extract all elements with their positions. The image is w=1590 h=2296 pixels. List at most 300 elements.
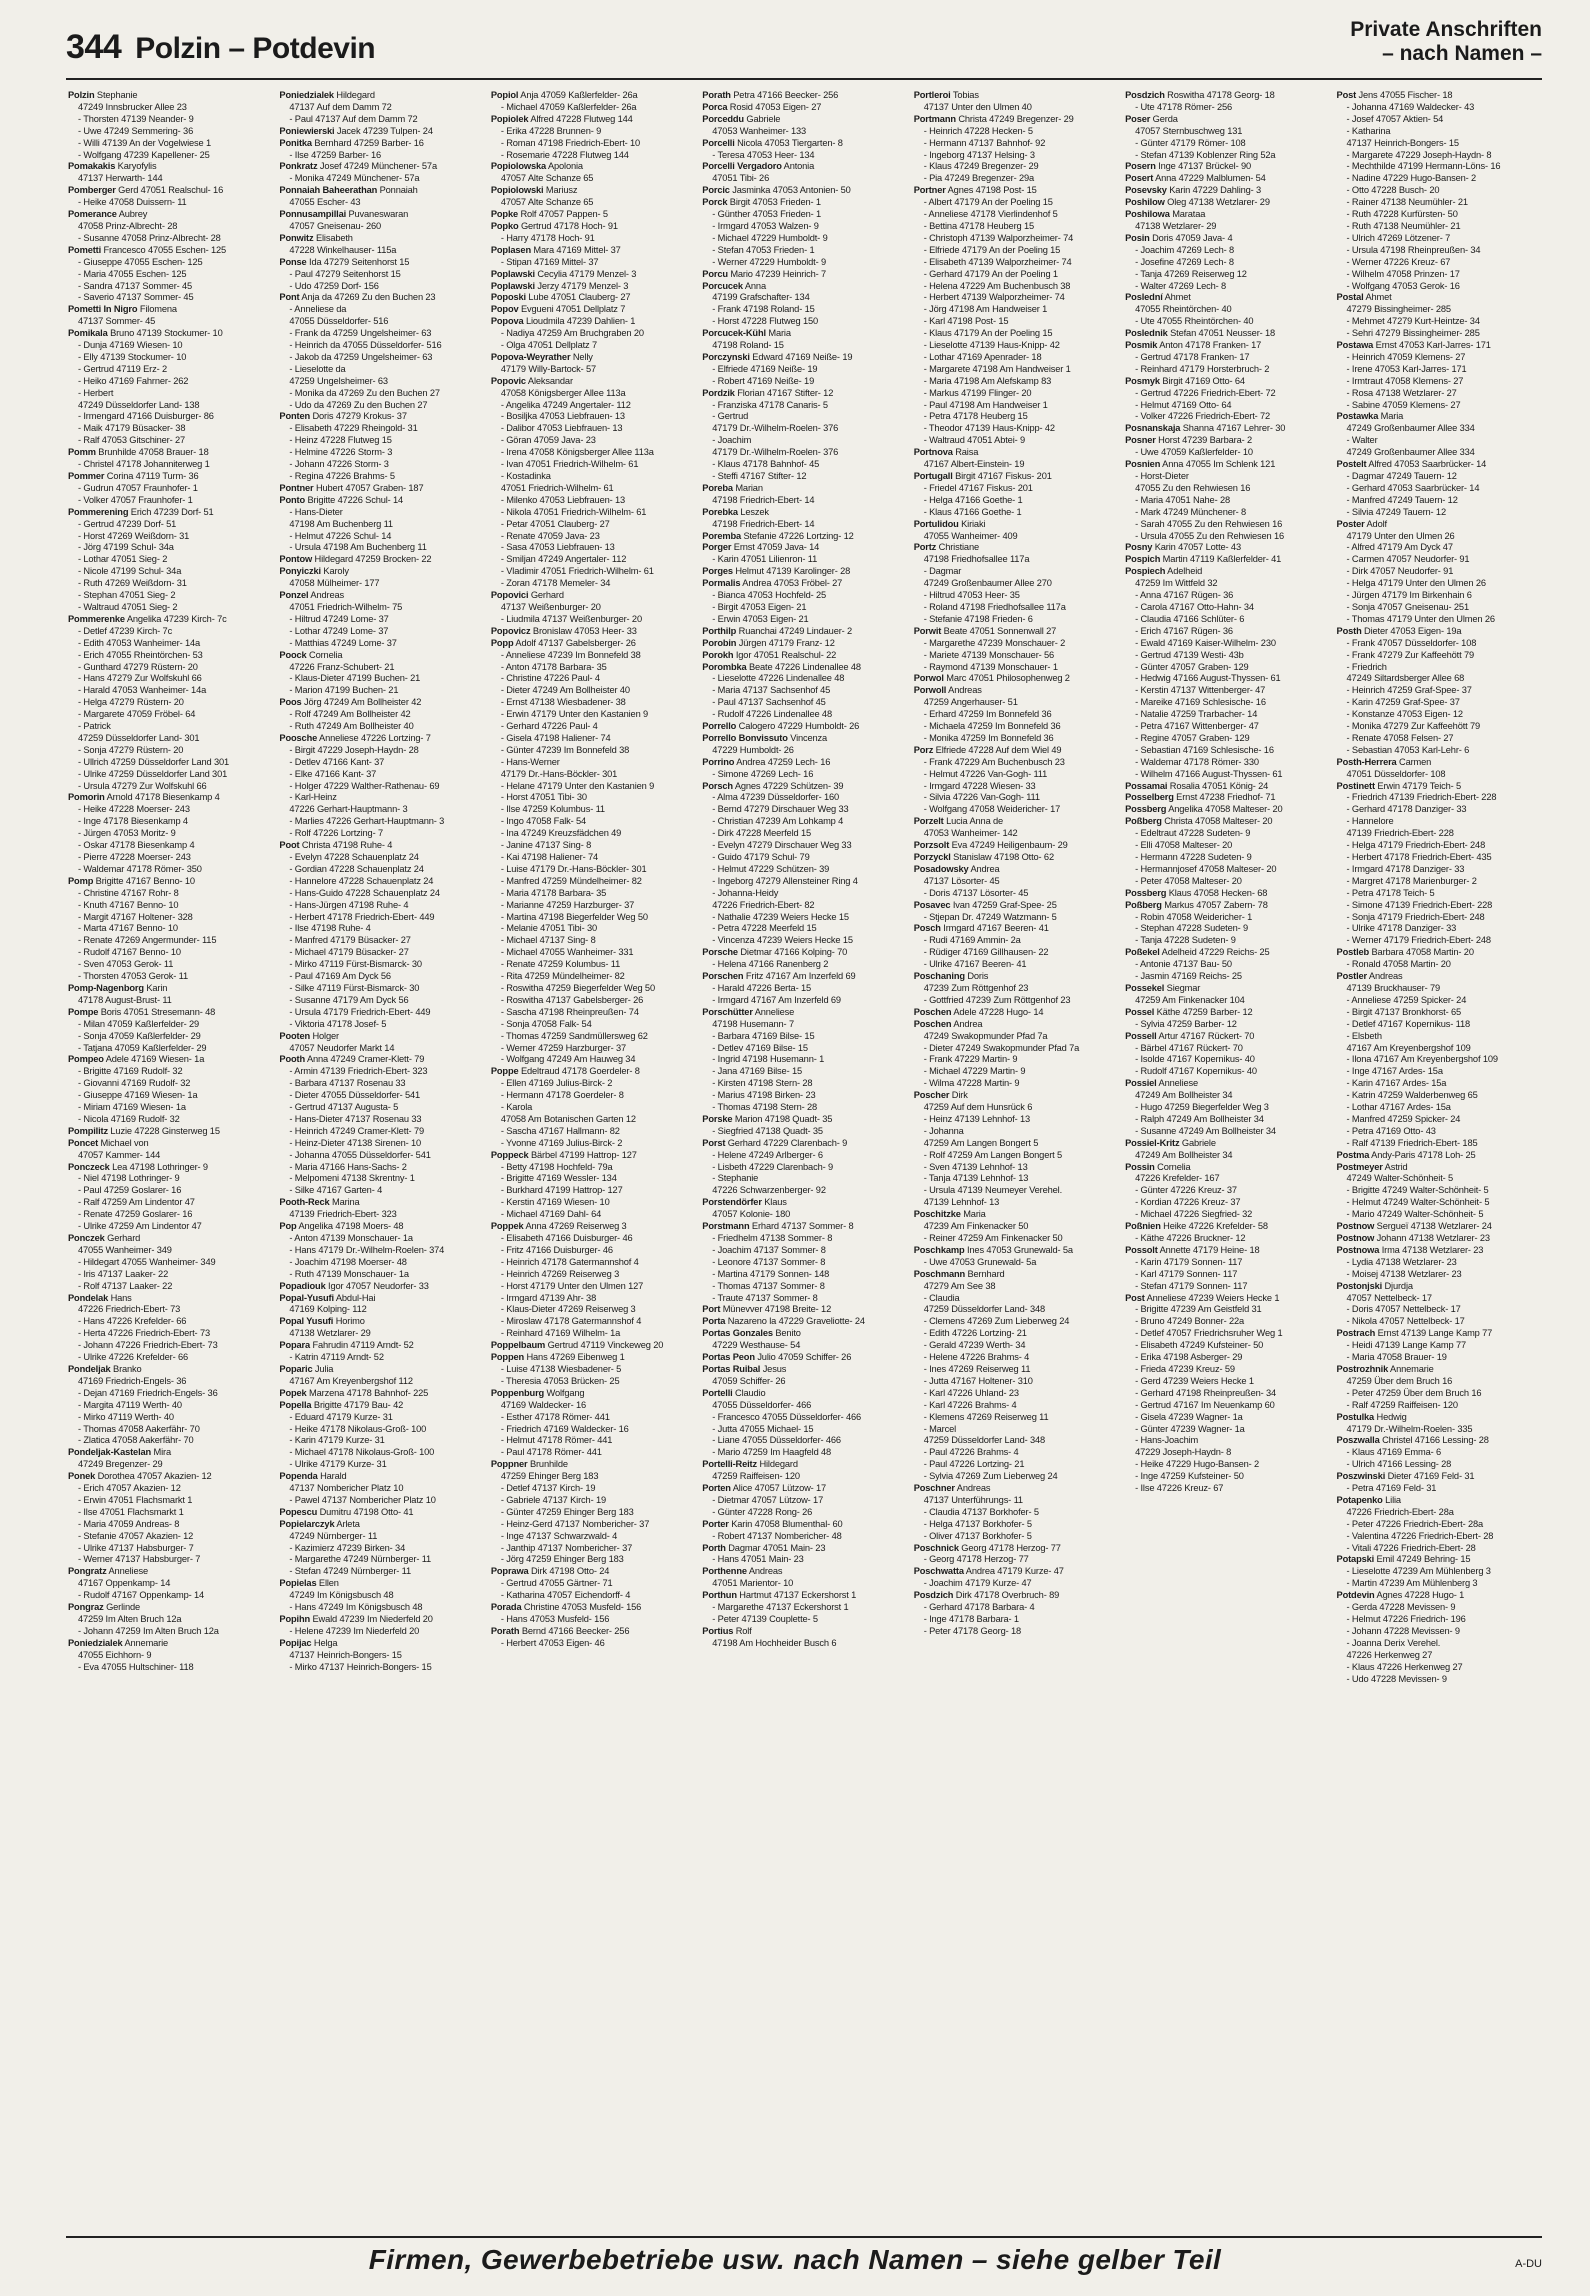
sub-entry: 47229 Westhause- 54 [712,1340,801,1351]
sub-entry: - Gertrud 47137 Augusta- 5 [289,1102,399,1113]
surname-entry [68,1233,273,1245]
entry-details: Birgit 47169 Otto- 64 [1162,375,1245,386]
surname-entry [279,733,484,745]
sub-entry: 47179 Dr.-Wilhelm-Roelen- 376 [712,447,839,458]
entry-details: Karin [146,982,168,993]
sub-entry: - Hiltrud 47249 Lome- 37 [289,613,389,624]
sub-entry: - Inge 47178 Biesenkamp 4 [78,816,188,827]
entry-details: Petra 47166 Beecker- 256 [733,90,839,100]
sub-entry: 47055 Düsseldorfer- 466 [712,1399,812,1410]
sub-entry: - Erwin 47053 Eigen- 21 [712,613,809,624]
surname: Ponwitz [279,232,314,243]
region-code: A-DU [1515,2258,1542,2270]
surname-entry [702,733,907,745]
surname: Post [1125,1292,1145,1303]
surname: Porstmann [702,1221,750,1232]
sub-entry: - Edith 47226 Lortzing- 21 [923,1328,1027,1339]
surname-entry [702,352,907,364]
sub-entry: - Thomas 47058 Aakerfähr- 70 [78,1423,200,1434]
sub-entry: - Brigitte 47249 Walter-Schönheit- 5 [1346,1185,1489,1196]
entry-details: Dagmar 47051 Main- 23 [728,1542,826,1553]
sub-entry: - Georg 47178 Herzog- 77 [923,1554,1029,1565]
sub-entry: - Ulrike 47137 Habsburger- 7 [78,1542,194,1553]
sub-entry: - Sylvia 47259 Barber- 12 [1135,1018,1237,1029]
sub-entry: - Anneliese 47178 Vierlindenhof 5 [923,209,1058,220]
surname: Postler [1336,971,1367,982]
surname: Pometti [68,244,102,255]
surname-entry [702,281,907,293]
sub-entry: - Maik 47179 Büsacker- 38 [78,423,186,434]
sub-entry: 47259 Düsseldorfer Land- 301 [78,732,200,743]
sub-entry: - Klaus 47178 Bahnhof- 45 [712,459,820,470]
sub-entry: - Mario 47249 Walter-Schönheit- 5 [1346,1209,1484,1220]
surname-entry [702,1364,907,1376]
entry-details: Shanna 47167 Lehrer- 30 [1182,423,1286,434]
entry-details: Anneliese [108,1566,148,1577]
sub-entry: - Wolfgang 47058 Weidericher- 17 [923,804,1061,815]
sub-entry: - Paul 47169 Am Dyck 56 [289,971,391,982]
surname: Popovic [490,375,526,386]
surname-entry [1125,376,1330,388]
surname: Poßberg [1125,816,1162,827]
surname-entry [491,292,696,304]
sub-entry: 47259 Am Langen Bongert 5 [923,1137,1039,1148]
surname: Poniedzialek [68,1637,123,1648]
surname: Popiolek [490,113,529,124]
sub-entry: - Ulrich 47166 Lessing- 28 [1346,1459,1452,1470]
surname-entry [914,1590,1119,1602]
sub-entry: - Ina 47249 Kreuzsfädchen 49 [500,828,622,839]
surname-entry [1337,1150,1542,1162]
entry-details: Horst 47239 Barbara- 2 [1158,435,1253,446]
sub-entry: - Joachim 47269 Lech- 8 [1135,244,1234,255]
entry-details: Brigitte 47179 Bau- 42 [313,1399,404,1410]
sub-entry: - Petar 47051 Clauberg- 27 [500,518,610,529]
sub-entry: - Karin 47051 Lilienron- 11 [712,554,818,565]
entry-details: Holger [312,1030,339,1041]
sub-entry: - Siegfried 47138 Quadt- 35 [712,1125,823,1136]
sub-entry: - Armin 47139 Friedrich-Ebert- 323 [289,1066,428,1077]
entry-details: Agnes 47198 Post- 15 [947,185,1037,196]
surname: Poncet [68,1137,99,1148]
surname: Posadowsky [913,863,969,874]
sub-entry: - Waldemar 47178 Römer- 330 [1135,756,1259,767]
sub-entry: - Alma 47239 Düsseldorfer- 160 [712,792,840,803]
surname: Popova [490,316,524,327]
surname-entry [702,1519,907,1531]
sub-entry: - Ralf 47259 Am Lindentor 47 [78,1197,195,1208]
sub-entry: - Paul 47259 Goslarer- 16 [78,1185,182,1196]
entry-details: Ewald 47239 Im Niederfeld 20 [312,1614,433,1624]
sub-entry: - Gertrud 47178 Franken- 17 [1135,351,1250,362]
surname: Pomikala [68,328,108,339]
surname: Porzyckl [913,852,951,862]
sub-entry: - Brigitte 47169 Rudolf- 32 [78,1066,183,1077]
sub-entry: 47167 Oppenkamp- 14 [78,1578,171,1589]
surname: Possamai [1125,780,1168,791]
surname-entry [1337,757,1542,769]
surname-entry [279,1197,484,1209]
surname: Pont [279,292,300,303]
surname-entry [1125,435,1330,447]
sub-entry: - Gerhard 47053 Saarbrücker- 14 [1346,482,1480,493]
surname: Poschwatta [913,1566,964,1577]
surname: Poremba [702,530,741,541]
surname-entry [702,1459,907,1471]
sub-entry: - Hannelore 47228 Schauenplatz 24 [289,875,434,886]
sub-entry: - Margarete 47229 Joseph-Haydn- 8 [1346,149,1492,160]
sub-entry: - Helene 47239 Im Niederfeld 20 [289,1625,420,1636]
surname: Possel [1125,1006,1155,1017]
entry-details: Nicola 47053 Tiergarten- 8 [737,137,843,148]
surname: Pongraz [68,1602,104,1613]
surname-entry [1337,1554,1542,1566]
sub-entry: - Reinhard 47169 Wilhelm- 1a [500,1328,621,1339]
surname: Porske [702,1113,733,1124]
sub-entry: - Maria 47166 Hans-Sachs- 2 [289,1161,407,1172]
entry-details: Annette 47179 Heine- 18 [1159,1244,1260,1255]
sub-entry: - Waltraud 47051 Sieg- 2 [78,601,178,612]
surname: Pomorin [68,792,105,803]
surname: Porceddu [702,113,744,124]
sub-entry: - Ingo 47058 Falk- 54 [500,816,587,827]
sub-entry: - Sonja 47057 Gneisenau- 251 [1346,601,1469,612]
entry-details: Astrid [1384,1161,1408,1172]
listing-column [914,90,1119,2190]
surname: Pomerance [68,209,117,220]
sub-entry: - Harry 47178 Hoch- 91 [500,232,595,243]
entry-details: Ernst 47238 Friedhof- 71 [1176,792,1276,803]
sub-entry: - Bettina 47178 Heuberg 15 [923,220,1035,231]
entry-details: Emil 47249 Behring- 15 [1376,1554,1471,1565]
sub-entry: - Inge 47167 Ardes- 15a [1346,1066,1443,1077]
name-range: Polzin – Potdevin [135,32,376,65]
surname: Postal [1336,292,1364,303]
sub-entry: 47249 Swakopmunder Pfad 7a [923,1030,1048,1041]
surname: Popella [279,1399,312,1410]
sub-entry: - Petra 47228 Meerfeld 15 [712,923,817,934]
entry-details: Karin 47229 Dahling- 3 [1169,185,1262,196]
sub-entry: - Giuseppe 47169 Wiesen- 1a [78,1090,198,1101]
surname-entry [1125,1245,1330,1257]
sub-entry: - Karin 47179 Sonnen- 117 [1135,1256,1243,1267]
sub-entry: - Sebastian 47053 Karl-Lehr- 6 [1346,744,1470,755]
entry-details: Gerhard 47229 Clarenbach- 9 [727,1137,848,1148]
surname: Postnow [1336,1221,1375,1232]
entry-details: Christiane [938,542,979,553]
sub-entry: - Saverio 47137 Sommer- 45 [78,292,194,303]
surname: Pop [279,1221,297,1232]
sub-entry: - Betty 47198 Hochfeld- 79a [500,1161,613,1172]
entry-details: Edward 47169 Neiße- 19 [752,351,853,362]
sub-entry: - Petra 47169 Otto- 43 [1346,1125,1436,1136]
entry-details: Boris 47051 Stresemann- 48 [100,1006,216,1017]
sub-entry: - Sonja 47179 Friedrich-Ebert- 248 [1346,911,1485,922]
sub-entry: - Miriam 47169 Wiesen- 1a [78,1102,186,1113]
surname: Posch [913,923,941,934]
surname-entry [914,1566,1119,1578]
sub-entry: - Jasmin 47169 Reichs- 25 [1135,971,1242,982]
surname-entry [702,507,907,519]
sub-entry: - Sonja 47058 Falk- 54 [500,1018,592,1029]
sub-entry: - Jörg 47199 Schul- 34a [78,542,174,553]
sub-entry: - Lieselotte 47139 Haus-Knipp- 42 [923,340,1060,351]
entry-details: Andreas [956,1483,991,1494]
entry-details: Georg 47178 Herzog- 77 [961,1542,1061,1553]
sub-entry: - Hugo 47259 Biegerfelder Weg 3 [1135,1102,1269,1113]
entry-details: Brigitte 47226 Schul- 14 [307,494,404,505]
surname: Porsche [702,947,738,958]
sub-entry: - Waldemar 47178 Römer- 350 [78,863,202,874]
sub-entry: 47239 Zum Röttgenhof 23 [923,982,1029,993]
entry-details: Gabriele [1181,1137,1216,1148]
sub-entry: - Giuseppe 47055 Eschen- 125 [78,256,203,267]
page-header-left [66,28,375,67]
entry-details: Ahmet [1365,292,1392,303]
surname: Porwoll [913,685,947,696]
sub-entry: - Willi 47139 An der Vogelwiese 1 [78,137,212,148]
sub-entry: - Friedrich 47169 Waldecker- 16 [500,1423,629,1434]
sub-entry: - Helene 47226 Brahms- 4 [923,1352,1030,1363]
surname-entry [914,1543,1119,1555]
surname-entry [68,90,273,102]
surname-entry [1125,566,1330,578]
sub-entry: - Hermannjosef 47058 Malteser- 20 [1135,863,1277,874]
sub-entry: - Detlef 47137 Kirch- 19 [500,1483,596,1494]
sub-entry: - Hans-Jürgen 47198 Ruhe- 4 [289,899,409,910]
entry-details: Wolfgang [546,1387,585,1398]
sub-entry: - Michael 47169 Dahl- 64 [500,1209,602,1220]
sub-entry: - Helmut 47226 Van-Gogh- 111 [923,768,1048,779]
sub-entry: - Waltraud 47051 Abtei- 9 [923,435,1026,446]
sub-entry: - Rolf 47259 Am Langen Bongert 5 [923,1149,1063,1160]
surname-entry [702,185,907,197]
sub-entry: - Markus 47199 Flinger- 20 [923,387,1032,398]
sub-entry: 47055 Zu den Rehwiesen 16 [1135,482,1251,493]
sub-entry: - Dieter 47249 Am Bollheister 40 [500,685,630,696]
surname: Possiel [1125,1078,1157,1089]
entry-details: Irmgard 47167 Beeren- 41 [943,923,1049,934]
sub-entry: - Carmen 47057 Neudorfer- 91 [1346,554,1470,565]
sub-entry: - Isolde 47167 Kopernikus- 40 [1135,1054,1255,1065]
entry-details: Andreas [310,590,344,601]
sub-entry: - Peter 47178 Georg- 18 [923,1625,1022,1636]
sub-entry: - Detlef 47167 Kopernikus- 118 [1346,1018,1471,1029]
sub-entry: 47139 Lehnhof- 13 [923,1197,1000,1208]
surname-entry [279,1293,484,1305]
entry-details: Birgit 47053 Frieden- 1 [729,197,821,208]
surname: Ponitka [279,137,312,148]
entry-details: Angelika 47239 Kirch- 7c [126,613,227,624]
surname: Port [702,1304,721,1315]
surname: Postrach [1336,1328,1376,1339]
sub-entry: - Ilse 47198 Ruhe- 4 [289,923,371,934]
entry-details: Dieter 47053 Eigen- 19a [1364,625,1462,636]
surname: Popiol [490,90,519,100]
surname-entry [1125,947,1330,959]
entry-details: Arnold 47178 Biesenkamp 4 [106,792,220,803]
surname: Posner [1125,435,1156,446]
surname-entry [1337,1471,1542,1483]
sub-entry: - Karl 47179 Sonnen- 117 [1135,1268,1238,1279]
sub-entry: - Gertrud 47055 Gärtner- 71 [500,1578,613,1589]
entry-details: Ernst 47053 Karl-Jarres- 171 [1375,340,1491,351]
surname: Poszwinski [1336,1471,1386,1482]
sub-entry: 47259 Ungelsheimer- 63 [289,375,388,386]
sub-entry: 47198 Am Hochheider Busch 6 [712,1637,837,1648]
sub-entry: - Heinrich da 47055 Düsseldorfer- 516 [289,340,442,351]
sub-entry: - Inge 47259 Kufsteiner- 50 [1135,1471,1244,1482]
entry-details: Dirk 47198 Otto- 24 [530,1566,610,1577]
sub-entry: - Theresia 47053 Brücken- 25 [500,1375,620,1386]
entry-details: Apolonia [547,161,583,172]
entry-details: Bärbel 47199 Hattrop- 127 [530,1149,637,1160]
entry-details: Igor 47057 Neudorfer- 33 [328,1280,429,1291]
sub-entry: 47139 Friedrich-Ebert- 228 [1346,828,1454,839]
sub-entry: - Paul 47178 Römer- 441 [500,1447,602,1458]
sub-entry: - Ingrid 47198 Husemann- 1 [712,1054,825,1065]
sub-entry: - Wilhelm 47166 August-Thyssen- 61 [1135,768,1283,779]
sub-entry: - Heinrich 47269 Reiserweg 3 [500,1268,620,1279]
sub-entry: - Detlev 47166 Kant- 37 [289,756,385,767]
surname-entry [68,1293,273,1305]
surname-entry [1337,292,1542,304]
surname-entry [491,1626,696,1638]
sub-entry: - Inge 47178 Barbara- 1 [923,1614,1019,1624]
entry-details: Gerhard [107,1233,141,1243]
entry-details: Irma 47138 Wetzlarer- 23 [1381,1244,1484,1255]
surname: Possolt [1125,1244,1158,1255]
surname: Pompe [68,1006,99,1017]
entry-details: Andreas [948,685,982,696]
surname-entry [702,578,907,590]
sub-entry: 47226 Gerhart-Hauptmann- 3 [289,804,408,815]
surname: Porobin [702,637,737,648]
surname-entry [1125,90,1330,102]
sub-entry: 47279 Bissingheimer- 285 [1346,304,1451,315]
surname: Potdevin [1336,1590,1375,1601]
sub-entry: 47169 Friedrich-Engels- 36 [78,1375,187,1386]
surname: Pooth [279,1054,306,1065]
sub-entry: - Ursula 47055 Zu den Rehwiesen 16 [1135,530,1285,541]
surname-entry [491,90,696,102]
surname: Poot [279,840,300,851]
entry-details: Gertrud 47178 Hoch- 91 [520,220,618,231]
entry-details: Andrea 47259 Lech- 16 [736,756,831,767]
sub-entry: - Lieselotte 47239 Am Mühlenberg 3 [1346,1566,1491,1577]
entry-details: Christel 47166 Lessing- 28 [1382,1435,1489,1446]
sub-entry: - Peter 47139 Couplette- 5 [712,1614,818,1624]
entry-details: Brigitte 47167 Benno- 10 [95,875,195,886]
entry-details: Siegmar [1166,982,1201,993]
surname-entry [491,209,696,221]
surname-entry [702,531,907,543]
sub-entry: 47169 Waldecker- 16 [500,1399,587,1410]
surname: Pordzik [702,387,735,398]
entry-details: Oleg 47138 Wetzlarer- 29 [1167,197,1270,208]
entry-details: Abdul-Hai [335,1292,376,1303]
sub-entry: - Vladimir 47051 Friedrich-Wilhelm- 61 [500,566,654,577]
sub-entry: - Ulrike 47167 Beeren- 41 [923,959,1027,970]
surname: Portnova [913,447,953,458]
surname-entry [1125,792,1330,804]
surname-entry [1125,888,1330,900]
sub-entry: - Nikola 47057 Nettelbeck- 17 [1346,1316,1465,1327]
sub-entry: - Horst 47269 Weißdorn- 31 [78,530,190,541]
entry-details: Klaus 47058 Hecken- 68 [1168,887,1268,898]
sub-entry: 47259 Düsseldorfer Land- 348 [923,1304,1046,1315]
sub-entry: - Paul 47137 Sachsenhof 45 [712,697,826,708]
sub-entry: - Angelika 47249 Angertaler- 112 [500,399,631,410]
sub-entry: - Janthip 47137 Nombericher- 37 [500,1542,633,1553]
sub-entry: 47137 Heinrich-Bongers- 15 [1346,137,1459,148]
surname-entry [914,1007,1119,1019]
surname-entry [1125,459,1330,471]
sub-entry: - Bruno 47249 Bonner- 22a [1135,1316,1245,1327]
sub-entry: - Hans-Joachim [1135,1435,1199,1446]
entry-details: Rolf 47057 Pappen- 5 [520,209,608,220]
sub-entry: - Lieselotte da [289,363,346,374]
sub-entry: - Wilma 47228 Martin- 9 [923,1078,1020,1089]
surname-entry [914,816,1119,828]
surname: Poshilowa [1125,209,1170,220]
entry-details: Jürgen 47179 Franz- 12 [738,637,835,648]
sub-entry: - Antonie 47137 Bau- 50 [1135,959,1232,970]
surname-entry [279,90,484,102]
sub-entry: 47249 Am Bollheister 34 [1135,1149,1233,1160]
sub-entry: - Elke 47166 Kant- 37 [289,768,377,779]
sub-entry: - Ruth 47139 Monschauer- 1a [289,1268,409,1279]
sub-entry: 47249 Düsseldorfer Land- 138 [78,399,200,410]
entry-details: Andrea [953,1018,983,1029]
sub-entry: - Ronald 47058 Martin- 20 [1346,959,1451,970]
sub-entry: - Gerhard 47178 Barbara- 4 [923,1602,1035,1613]
sub-entry: - Karin 47179 Kurze- 31 [289,1435,385,1446]
entry-details: Annemarie [1390,1363,1434,1374]
surname: Possin [1125,1161,1155,1172]
sub-entry: - Ellen 47169 Julius-Birck- 2 [500,1078,613,1089]
sub-entry: - Erika 47228 Brunnen- 9 [500,125,602,136]
entry-details: Jörg 47249 Am Bollheister 42 [304,697,422,708]
surname: Popihn [279,1614,311,1624]
surname-entry [1337,1281,1542,1293]
sub-entry: - Lothar 47051 Sieg- 2 [78,554,168,565]
surname: Porsch [702,780,733,791]
sub-entry: - Frank 47229 Am Buchenbusch 23 [923,756,1065,767]
surname-entry [279,1388,484,1400]
sub-entry: - Margarete 47059 Fröbel- 64 [78,709,196,720]
surname: Postleb [1336,947,1370,958]
sub-entry: - Volker 47057 Fraunhofer- 1 [78,494,193,505]
sub-entry: - Uwe 47249 Semmering- 36 [78,125,194,136]
surname: Post [1336,90,1357,100]
sub-entry: - Irmgard 47053 Walzen- 9 [712,220,819,231]
surname-entry [68,1638,273,1650]
entry-details: Adele 47169 Wiesen- 1a [105,1054,205,1065]
sub-entry: 47057 Gneisenau- 260 [289,220,382,231]
surname-entry [279,1221,484,1233]
sub-entry: - Käthe 47226 Bruckner- 12 [1135,1233,1246,1243]
sub-entry: - Vitali 47226 Friedrich-Ebert- 28 [1346,1542,1476,1553]
surname: Posavec [913,899,951,910]
sub-entry: 47249 Innsbrucker Allee 23 [78,101,187,112]
surname-entry [279,840,484,852]
entry-details: Erich 47239 Dorf- 51 [130,506,214,517]
sub-entry: - Ute 47178 Römer- 256 [1135,101,1233,112]
entry-details: Fahrudin 47119 Arndt- 52 [312,1340,414,1351]
sub-entry: - Nadine 47229 Hugo-Bansen- 2 [1346,173,1477,184]
surname: Postma [1336,1149,1370,1160]
